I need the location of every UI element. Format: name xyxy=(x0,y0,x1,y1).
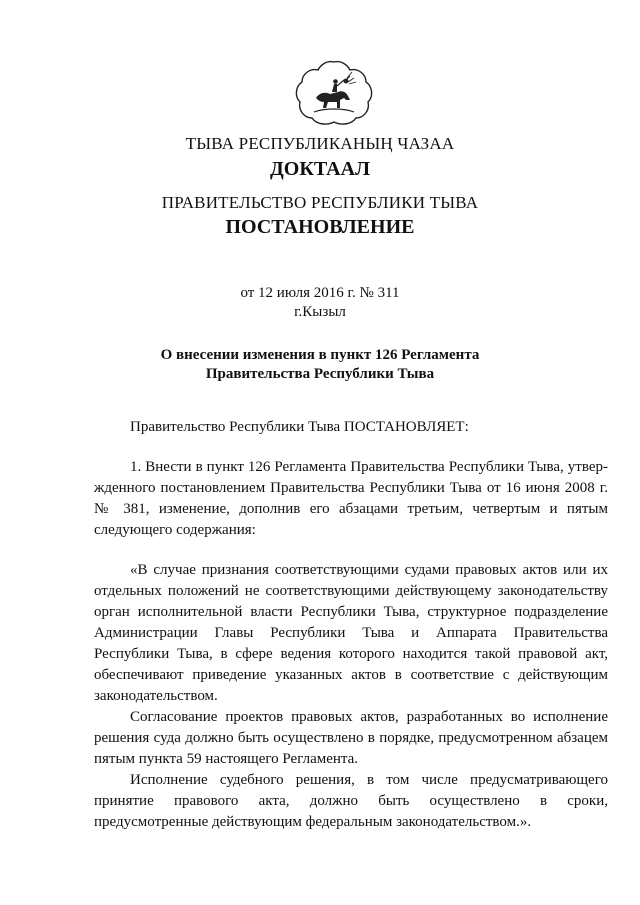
item-1-paragraph: 1. Внести в пункт 126 Регламента Правительства Республики Тыва, утвержденного постановлением Правительства Республики Тыва от 16 июня 2008 г. № 381, изменение, дополнив его абзацами третьим, четвертым и пятым следующего содержания: xyxy=(94,459,608,538)
document-city: г.Кызыл xyxy=(294,304,346,320)
quote-paragraph-3: Исполнение судебного решения, в том числе предусматривающего принятие правового акта, должно быть осуществлено в сроки, предусмотренные действующим федеральным законодательством.». xyxy=(94,772,608,830)
intro-paragraph: Правительство Республики Тыва ПОСТАНОВЛЯЕТ: xyxy=(130,419,469,435)
russian-document-type: ПОСТАНОВЛЕНИЕ xyxy=(225,216,415,238)
document-date-number: от 12 июля 2016 г. № 311 xyxy=(240,285,400,301)
quote-paragraph-2: Согласование проектов правовых актов, разработанных во исполнение решения суда должно быть осуществлено в порядке, предусмотренном абзацем пятым пункта 59 настоящего Регламента. xyxy=(94,709,608,767)
coat-of-arms-icon xyxy=(294,58,374,126)
document-body xyxy=(94,417,608,833)
document-title-line-1: О внесении изменения в пункт 126 Регламента xyxy=(160,347,480,363)
quote-paragraph-1: «В случае признания соответствующими судами правовых актов или их отдельных положений не соответствующими действующему законодательству орган исполнительной власти Республики Тыва, структурное подразделение Администрации Главы Республики Тыва и Аппарата Правительства Республики Тыва, в сфере ведения которого находится такой правовой акт, обеспечивают приведение указанных актов в соответствие с действующим законодательством. xyxy=(94,562,608,704)
tuvan-document-type: ДОКТААЛ xyxy=(270,158,370,180)
tuvan-government-name: ТЫВА РЕСПУБЛИКАНЫҢ ЧАЗАА xyxy=(185,134,455,153)
document-title-line-2: Правительства Республики Тыва xyxy=(205,366,435,382)
russian-government-name: ПРАВИТЕЛЬСТВО РЕСПУБЛИКИ ТЫВА xyxy=(161,193,479,212)
